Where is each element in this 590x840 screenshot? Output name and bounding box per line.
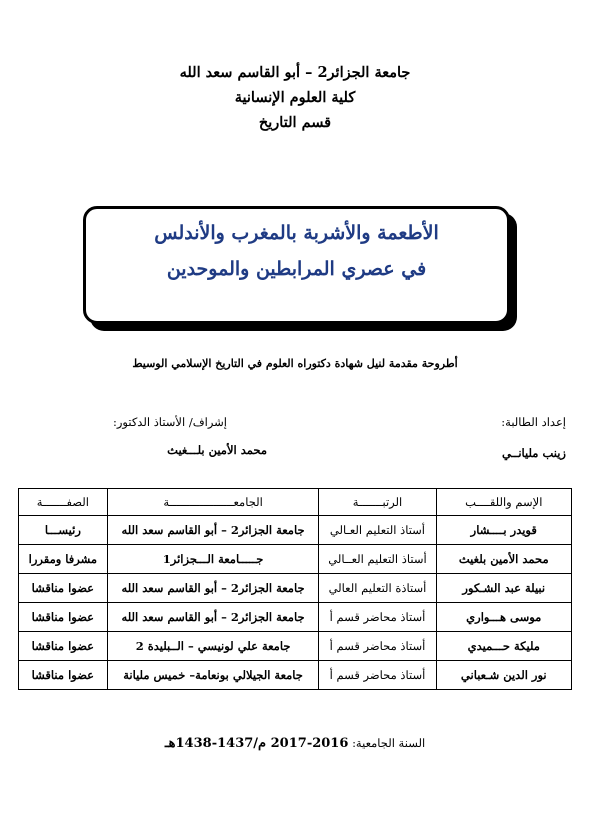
table-row xyxy=(19,545,572,574)
member-role: عضوا مناقشا xyxy=(19,603,108,632)
member-rank: أستاذ محاضر قسم أ xyxy=(319,632,436,661)
member-name: نبيلة عبد الشـكور xyxy=(436,574,571,603)
member-university: جامعة الجزائر2 – أبو القاسم سعد الله xyxy=(107,516,319,545)
supervisor-name: محمد الأمين بلـــغيث xyxy=(167,443,267,457)
academic-year-value: 2016-2017 م/1437-1438هـ xyxy=(164,736,349,751)
table-row xyxy=(19,632,572,661)
member-name: نور الدين شـعباني xyxy=(436,661,571,690)
member-name: مليكة حـــميدي xyxy=(436,632,571,661)
committee-table xyxy=(18,488,572,690)
thesis-statement: أطروحة مقدمة لنيل شهادة دكتوراه العلوم في التاريخ الإسلامي الوسيط xyxy=(132,357,458,370)
member-rank: أستاذ التعليم العــالي xyxy=(319,545,436,574)
institution-header xyxy=(0,62,590,137)
member-rank: أستاذ محاضر قسم أ xyxy=(319,603,436,632)
table-row xyxy=(19,574,572,603)
prepared-by-label: إعداد الطالبة: xyxy=(501,415,566,429)
member-university: جامعة الجزائر2 – أبو القاسم سعد الله xyxy=(107,574,319,603)
faculty-name: كلية العلوم الإنسانية xyxy=(234,89,356,106)
member-role: مشرفا ومقررا xyxy=(19,545,108,574)
table-row xyxy=(19,603,572,632)
member-university: جامعة الجيلالي بونعامة– خميس مليانة xyxy=(107,661,319,690)
header-rank: الرتبـــــــة xyxy=(319,489,436,516)
member-rank: أستاذة التعليم العالي xyxy=(319,574,436,603)
table-row xyxy=(19,661,572,690)
member-name: قويدر بــــشار xyxy=(436,516,571,545)
member-role: رئيســـا xyxy=(19,516,108,545)
member-role: عضوا مناقشا xyxy=(19,632,108,661)
member-university: جامعة الجزائر2 – أبو القاسم سعد الله xyxy=(107,603,319,632)
member-university: جامعة علي لونيسي – الــبليدة 2 xyxy=(107,632,319,661)
header-university: الجامعـــــــــــــــــــة xyxy=(107,489,319,516)
supervisor-label: إشراف/ الأستاذ الدكتور: xyxy=(112,415,227,429)
member-name: محمد الأمين بلغيث xyxy=(436,545,571,574)
committee-header-row xyxy=(19,489,572,516)
member-university: جـــــامعة الـــجزائر1 xyxy=(107,545,319,574)
academic-year xyxy=(0,736,590,751)
member-role: عضوا مناقشا xyxy=(19,661,108,690)
member-name: موسى هـــواري xyxy=(436,603,571,632)
thesis-title-line-2: في عصري المرابطين والموحدين xyxy=(166,258,427,280)
department-name: قسم التاريخ xyxy=(258,114,332,131)
academic-year-label: السنة الجامعية: xyxy=(352,736,426,750)
thesis-title-line-1: الأطعمة والأشربة بالمغرب والأندلس xyxy=(154,222,439,244)
university-name: جامعة الجزائر2 – أبو القاسم سعد الله xyxy=(179,64,411,81)
header-name: الإسم واللقــــب xyxy=(436,489,571,516)
title-box xyxy=(83,206,510,324)
member-role: عضوا مناقشا xyxy=(19,574,108,603)
member-rank: أستاذ محاضر قسم أ xyxy=(319,661,436,690)
header-role: الصفـــــــة xyxy=(19,489,108,516)
student-name: زينب مليانــي xyxy=(502,446,566,460)
table-row xyxy=(19,516,572,545)
member-rank: أستاذ التعليم العـالي xyxy=(319,516,436,545)
